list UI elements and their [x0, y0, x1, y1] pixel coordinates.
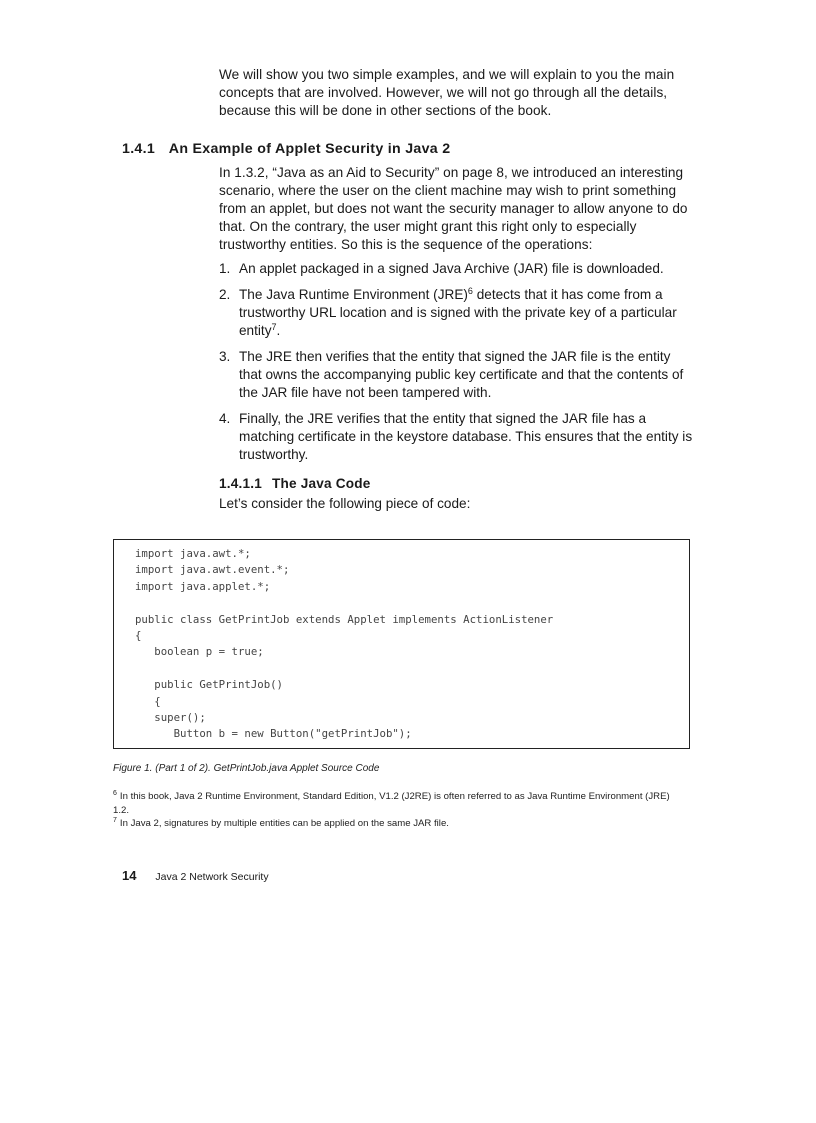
code-listing: import java.awt.*; import java.awt.event.*; import java.applet.*; public class GetPrintJob extends Applet implements ActionListener { boolean p = true; public GetPrintJob() { super(); Button b = new Button("getPrintJob");	[135, 547, 554, 741]
list-item	[219, 260, 694, 278]
operation-steps-list	[219, 260, 694, 472]
footnote	[113, 817, 673, 831]
list-item-text: detects that it has come from a trustworthy URL location and is signed with the private key of a particular entity	[239, 287, 677, 338]
footnote-marker: 7	[113, 817, 117, 824]
intro-paragraph: We will show you two simple examples, and we will explain to you the main concepts that are involved. However, we will not go through all the details, because this will be done in other sections of the book.	[219, 67, 675, 118]
list-marker: 4.	[219, 411, 231, 426]
subsection-number: 1.4.1.1	[219, 476, 262, 491]
list-marker: 1.	[219, 261, 231, 276]
subsection-title: The Java Code	[271, 476, 371, 491]
footnotes	[113, 790, 673, 831]
section-title: An Example of Applet Security in Java 2	[168, 141, 451, 157]
subsection-heading	[219, 476, 371, 491]
list-item-text: An applet packaged in a signed Java Archive (JAR) file is downloaded.	[239, 261, 664, 276]
footnote-reference[interactable]: 6	[467, 286, 473, 296]
list-item	[219, 348, 694, 402]
footnote-marker: 6	[113, 790, 117, 797]
section-paragraph: In 1.3.2, “Java as an Aid to Security” on page 8, we introduced an interesting scenario, where the user on the client machine may wish to print something from an applet, but does not want the security manager to allow anyone to do that. On the contrary, the user might grant this right only to especially trustworthy entities. So this is the sequence of the operations:	[219, 165, 688, 252]
code-intro-text: Let’s consider the following piece of code:	[219, 496, 471, 511]
section-heading	[122, 141, 450, 157]
footnote-text: In this book, Java 2 Runtime Environment, Standard Edition, V1.2 (J2RE) is often referred to as Java Runtime Environment (JRE) 1.2.	[113, 791, 670, 816]
list-marker: 2.	[219, 287, 231, 302]
code-listing-box	[113, 539, 690, 749]
section-number: 1.4.1	[122, 141, 156, 157]
list-item-text: The JRE then verifies that the entity that signed the JAR file is the entity that owns the accompanying public key certificate and that the contents of the JAR file have not been tampered with.	[239, 349, 684, 400]
footnote	[113, 790, 673, 817]
footnote-reference[interactable]: 7	[271, 322, 277, 332]
list-marker: 3.	[219, 349, 231, 364]
list-item-text: The Java Runtime Environment (JRE)	[239, 287, 468, 302]
page-footer	[122, 868, 269, 883]
figure-caption: Figure 1. (Part 1 of 2). GetPrintJob.java Applet Source Code	[113, 763, 380, 774]
list-item	[219, 410, 694, 464]
list-item-text: Finally, the JRE verifies that the entity that signed the JAR file has a matching certificate in the keystore database. This ensures that the entity is trustworthy.	[239, 411, 693, 462]
list-item-text: .	[276, 323, 281, 338]
page-number: 14	[122, 868, 137, 883]
list-item	[219, 286, 694, 340]
book-title: Java 2 Network Security	[155, 871, 269, 883]
footnote-text: In Java 2, signatures by multiple entities can be applied on the same JAR file.	[119, 818, 449, 829]
